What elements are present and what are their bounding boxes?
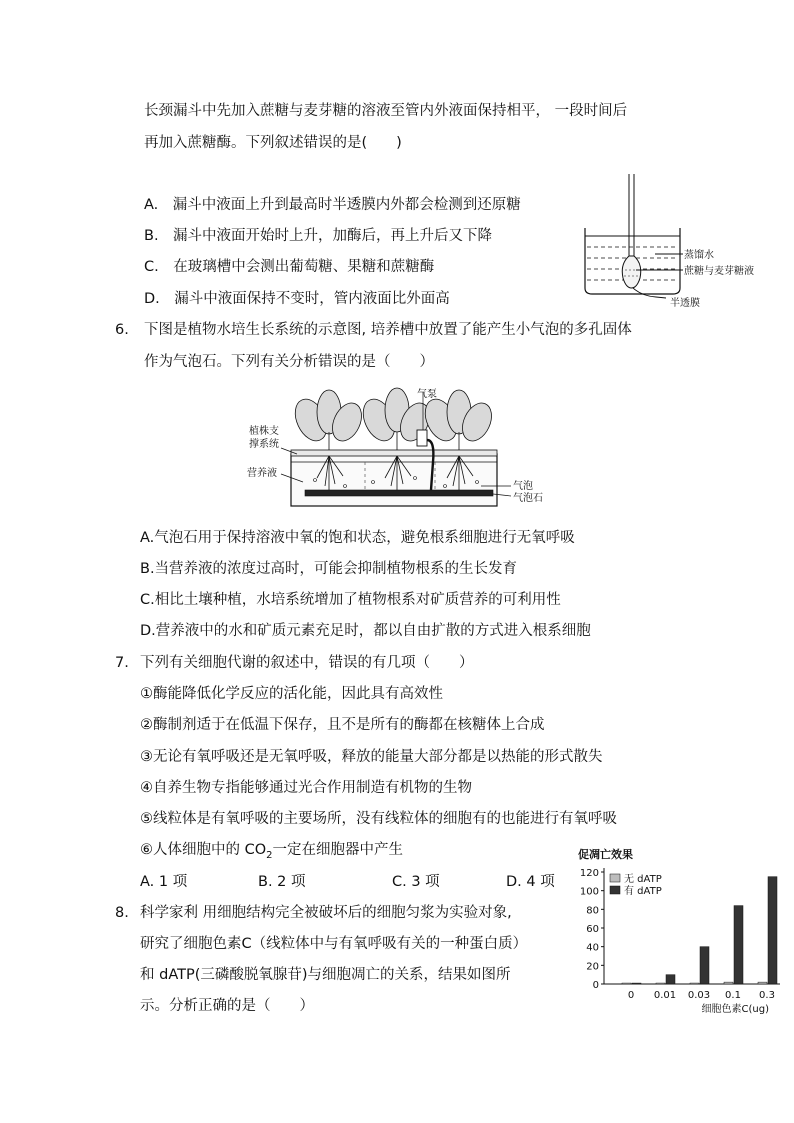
q6-option-d: D.营养液中的水和矿质元素充足时，都以自由扩散的方式进入根系细胞	[140, 623, 591, 639]
chart-bar-no-datp	[656, 983, 665, 984]
q7-item-2: ②酶制剂适于在低温下保存，且不是所有的酶都在核糖体上合成	[140, 717, 545, 733]
chart-y-tick-label: 80	[586, 905, 599, 917]
chart-legend-label: 有 dATP	[624, 886, 662, 897]
q6-option-a: A.气泡石用于保持溶液中氧的饱和状态，避免根系细胞进行无氧呼吸	[140, 530, 575, 546]
chart-legend-swatch	[610, 874, 620, 882]
q8-stem-line-1: 科学家利 用细胞结构完全被破坏后的细胞匀浆为实验对象,	[140, 905, 512, 921]
label-semipermeable-membrane: 半透膜	[670, 298, 700, 309]
q8-stem-line-4: 示。分析正确的是（ ）	[140, 998, 314, 1014]
q7-item-5: ⑤线粒体是有氧呼吸的主要场所，没有线粒体的细胞有的也能进行有氧呼吸	[140, 811, 617, 827]
q6-stem-line-2: 作为气泡石。下列有关分析错误的是（ ）	[144, 354, 434, 370]
chart-title: 促凋亡效果	[578, 848, 633, 861]
chart-y-tick-label: 20	[586, 961, 599, 973]
q6-number: 6.	[115, 322, 129, 338]
q7-option-d: D. 4 项	[506, 874, 555, 890]
q7-number: 7.	[115, 655, 129, 671]
q7-option-b: B. 2 项	[258, 874, 306, 890]
chart-bar-no-datp	[690, 983, 699, 984]
q5-option-c: C. 在玻璃槽中会测出葡萄糖、果糖和蔗糖酶	[144, 259, 435, 275]
label-nutrient-solution: 营养液	[247, 468, 277, 479]
label-sugar-solution: 蔗糖与麦芽糖液	[684, 266, 754, 277]
osmosis-funnel-figure	[580, 170, 785, 315]
chart-legend-label: 无 dATP	[624, 874, 662, 885]
chart-x-axis-label: 细胞色素C(ug)	[701, 1004, 769, 1015]
q7-item-6-subscript: 2	[266, 849, 273, 861]
chart-y-tick-label: 120	[579, 868, 599, 879]
q5-option-a: A. 漏斗中液面上升到最高时半透膜内外都会检测到还原糖	[144, 197, 521, 213]
chart-x-tick-label: 0.01	[653, 990, 677, 1001]
chart-bar-with-datp	[666, 975, 675, 984]
q5-stem-line-2: 再加入蔗糖酶。下列叙述错误的是( )	[144, 135, 402, 151]
q7-option-c: C. 3 项	[392, 874, 440, 890]
chart-bar-no-datp	[724, 982, 733, 984]
q6-stem-line-1: 下图是植物水培生长系统的示意图, 培养槽中放置了能产生小气泡的多孔固体	[144, 322, 632, 338]
q7-stem: 下列有关细胞代谢的叙述中，错误的有几项（ ）	[140, 655, 474, 671]
chart-bar-no-datp	[622, 983, 631, 984]
q7-item-6-suffix: 一定在细胞器中产生	[272, 842, 404, 858]
chart-x-tick-label: 0.03	[687, 990, 711, 1001]
hydroponic-system-figure	[245, 382, 565, 510]
q7-option-a: A. 1 项	[140, 874, 188, 890]
label-support-system-1: 植株支	[249, 426, 279, 437]
q5-option-b: B. 漏斗中液面开始时上升，加酶后，再上升后又下降	[144, 228, 493, 244]
chart-y-tick-label: 0	[592, 980, 599, 991]
chart-y-tick-label: 40	[586, 942, 599, 954]
chart-bar-no-datp	[758, 982, 767, 984]
chart-x-tick-label: 0.3	[759, 990, 775, 1001]
q7-item-1: ①酶能降低化学反应的活化能，因此具有高效性	[140, 686, 443, 702]
chart-y-tick-label: 100	[579, 886, 599, 898]
label-bubble: 气泡	[513, 481, 533, 492]
q7-item-4: ④自养生物专指能够通过光合作用制造有机物的生物	[140, 780, 472, 796]
chart-bar-with-datp	[632, 983, 641, 984]
label-air-pump: 气泵	[417, 389, 437, 400]
q5-stem-line-1: 长颈漏斗中先加入蔗糖与麦芽糖的溶液至管内外液面保持相平， 一段时间后	[144, 103, 628, 119]
q6-option-b: B.当营养液的浓度过高时，可能会抑制植物根系的生长发育	[140, 561, 518, 577]
label-distilled-water: 蒸馏水	[684, 250, 714, 261]
chart-bar-with-datp	[734, 906, 743, 984]
q6-option-c: C.相比土壤种植，水培系统增加了植物根系对矿质营养的可利用性	[140, 592, 561, 608]
label-bubble-stone: 气泡石	[513, 493, 543, 504]
chart-legend-swatch	[610, 886, 620, 894]
q7-item-6-prefix: ⑥人体细胞中的 CO	[140, 842, 267, 858]
q5-option-d: D. 漏斗中液面保持不变时，管内液面比外面高	[144, 291, 450, 307]
q7-item-6	[140, 840, 403, 866]
q7-item-3: ③无论有氧呼吸还是无氧呼吸，释放的能量大部分都是以热能的形式散失	[140, 749, 603, 765]
apoptosis-bar-chart	[566, 842, 788, 1018]
chart-y-tick-label: 60	[586, 924, 599, 935]
chart-bar-with-datp	[768, 877, 777, 984]
q8-stem-line-3: 和 dATP(三磷酸脱氧腺苷)与细胞凋亡的关系，结果如图所	[140, 967, 511, 983]
q8-stem-line-2: 研究了细胞色素C（线粒体中与有氧呼吸有关的一种蛋白质）	[140, 936, 528, 952]
q8-number: 8.	[115, 905, 129, 921]
chart-bar-with-datp	[700, 947, 709, 984]
chart-x-tick-label: 0.1	[725, 990, 741, 1001]
chart-x-tick-label: 0	[627, 990, 635, 1001]
label-support-system-2: 撑系统	[249, 439, 279, 450]
